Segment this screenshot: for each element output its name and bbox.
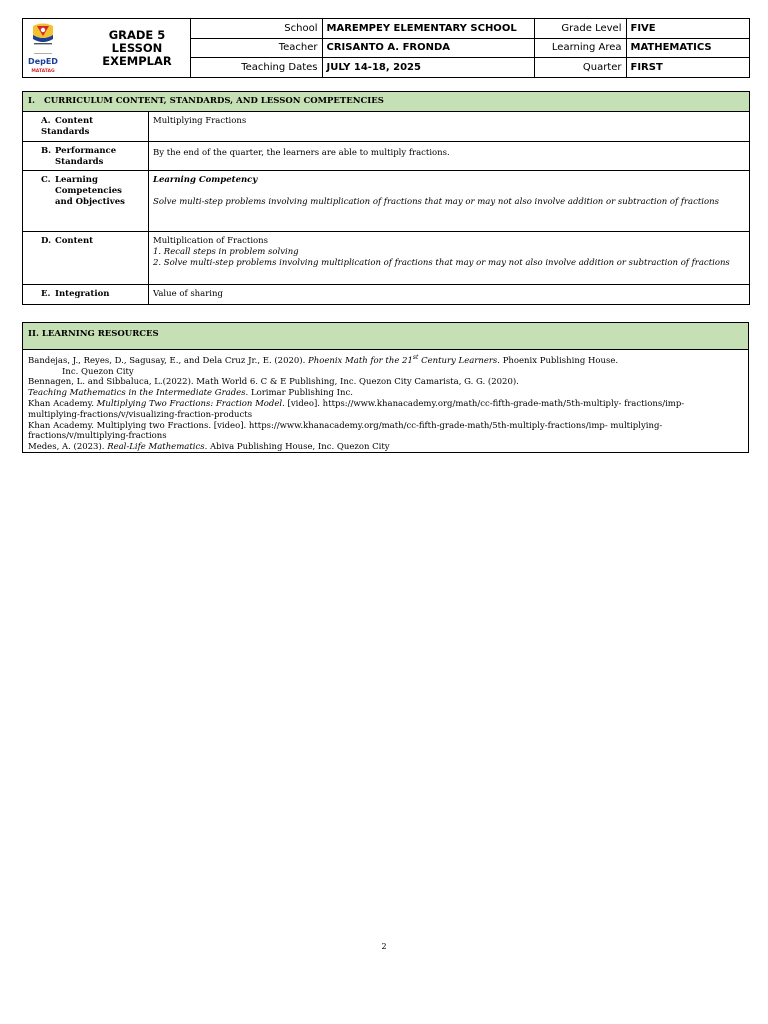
reference-5-cont: fractions/v/multiplying-fractions: [28, 431, 167, 442]
row-e-label: Integration: [55, 289, 110, 299]
integration-value: Value of sharing: [149, 285, 750, 305]
teaching-dates-value: JULY 14-18, 2025: [322, 58, 534, 77]
header-info-table: [191, 19, 750, 77]
school-value: MAREMPEY ELEMENTARY SCHOOL: [322, 19, 534, 38]
section-1-title: CURRICULUM CONTENT, STANDARDS, AND LESSON COMPETENCIES: [44, 96, 384, 106]
row-c-label-3: and Objectives: [55, 197, 125, 207]
reference-2: Bennagen, L. and Sibbaluca, L.(2022). Math World 6. C & E Publishing, Inc. Quezon City Camarista, G. G. (2020).: [28, 377, 519, 388]
row-e-num: E.: [41, 289, 51, 299]
references-list: [23, 350, 748, 453]
learning-area-value: MATHEMATICS: [626, 38, 750, 57]
ref-1-authors: Bandejas, J., Reyes, D., Sagusay, E., and Dela Cruz Jr., E. (2020).: [28, 355, 309, 366]
row-c-label-2: Competencies: [55, 186, 122, 196]
row-c-label-1: Learning: [55, 175, 98, 185]
content-topic: Multiplication of Fractions: [153, 236, 269, 246]
svg-text:DepED: DepED: [28, 57, 58, 66]
teaching-dates-label: Teaching Dates: [191, 58, 322, 77]
title-line-1: GRADE 5: [108, 28, 166, 42]
section-1-numeral: I.: [28, 96, 35, 106]
lesson-exemplar-title: [85, 29, 189, 68]
row-d-label: Content: [55, 236, 94, 246]
row-b-label-2: Standards: [55, 157, 104, 167]
school-label: School: [191, 19, 322, 38]
integration-label: [23, 285, 149, 305]
ref-3-title: Teaching Mathematics in the Intermediate Grades: [28, 388, 246, 399]
teacher-label: Teacher: [191, 38, 322, 57]
content-item-1: 1. Recall steps in problem solving: [153, 247, 299, 257]
row-d-num: D.: [41, 236, 52, 246]
ref-4-author: Khan Academy.: [28, 399, 97, 410]
section-2-heading: II. LEARNING RESOURCES: [23, 323, 748, 350]
row-a-label: Content Standards: [41, 116, 94, 137]
deped-logo: [23, 19, 63, 77]
grade-level-value: FIVE: [626, 19, 750, 38]
ref-6-publisher: . Abiva Publishing House, Inc. Quezon City: [204, 442, 390, 453]
teacher-value: CRISANTO A. FRONDA: [322, 38, 534, 57]
ref-1-publisher: . Phoenix Publishing House.: [497, 355, 619, 366]
learning-resources-section: [22, 322, 749, 453]
quarter-label: Quarter: [534, 58, 626, 77]
ref-1-title: [308, 356, 497, 366]
quarter-value: FIRST: [626, 58, 750, 77]
row-b-num: B.: [41, 146, 52, 156]
performance-standards-value: By the end of the quarter, the learners are able to multiply fractions.: [149, 142, 750, 171]
reference-6: [28, 442, 743, 453]
ref-1-title-b: Century Learners: [418, 355, 498, 366]
content-standards-label: [23, 112, 149, 142]
learning-competencies-label: [23, 171, 149, 232]
reference-1-cont: Inc. Quezon City: [62, 366, 134, 377]
content-value: [149, 232, 750, 285]
lesson-header: [22, 18, 750, 78]
ref-4-link: . [video]. https://www.khanacademy.org/math/cc-fifth-grade-math/5th-multiply- fractions/imp-: [282, 399, 685, 410]
learning-competencies-value: [149, 171, 750, 232]
title-line-3: EXEMPLAR: [102, 54, 172, 68]
reference-1: [28, 353, 743, 367]
content-standards-value: Multiplying Fractions: [149, 112, 750, 142]
ref-3-publisher: . Lorimar Publishing Inc.: [245, 388, 353, 399]
ref-6-author: Medes, A. (2023).: [28, 442, 108, 453]
title-line-2: LESSON: [111, 41, 163, 55]
curriculum-section: [22, 91, 750, 305]
content-item-2: 2. Solve multi-step problems involving multiplication of fractions that may or may not also involve addition or subtraction of fractions: [153, 258, 730, 268]
reference-3: [28, 388, 743, 399]
ref-1-sup: st: [412, 354, 419, 361]
ref-1-title-a: Phoenix Math for the 21: [308, 355, 413, 366]
row-b-label-1: Performance: [55, 146, 117, 156]
reference-5: Khan Academy. Multiplying two Fractions. [video]. https://www.khanacademy.org/math/cc-fifth-grade-math/5th-multiply-fractions/imp- multiplying-: [28, 420, 663, 431]
section-1-heading: [23, 92, 750, 112]
content-label: [23, 232, 149, 285]
page-number: 2: [381, 942, 387, 951]
grade-level-label: Grade Level: [534, 19, 626, 38]
learning-competency-text: Solve multi-step problems involving multiplication of fractions that may or may not also involve addition or subtraction of fractions: [153, 197, 719, 207]
reference-4-cont: multiplying-fractions/v/visualizing-fraction-products: [28, 409, 253, 420]
reference-4: [28, 399, 743, 410]
svg-text:MATATAG: MATATAG: [31, 69, 55, 74]
ref-4-title: Multiplying Two Fractions: Fraction Model: [96, 399, 283, 410]
ref-6-title: Real-Life Mathematics: [107, 442, 205, 453]
row-a-num: A.: [41, 116, 51, 126]
learning-area-label: Learning Area: [534, 38, 626, 57]
learning-competency-subhead: Learning Competency: [153, 175, 258, 185]
performance-standards-label: [23, 142, 149, 171]
row-c-num: C.: [41, 175, 51, 185]
